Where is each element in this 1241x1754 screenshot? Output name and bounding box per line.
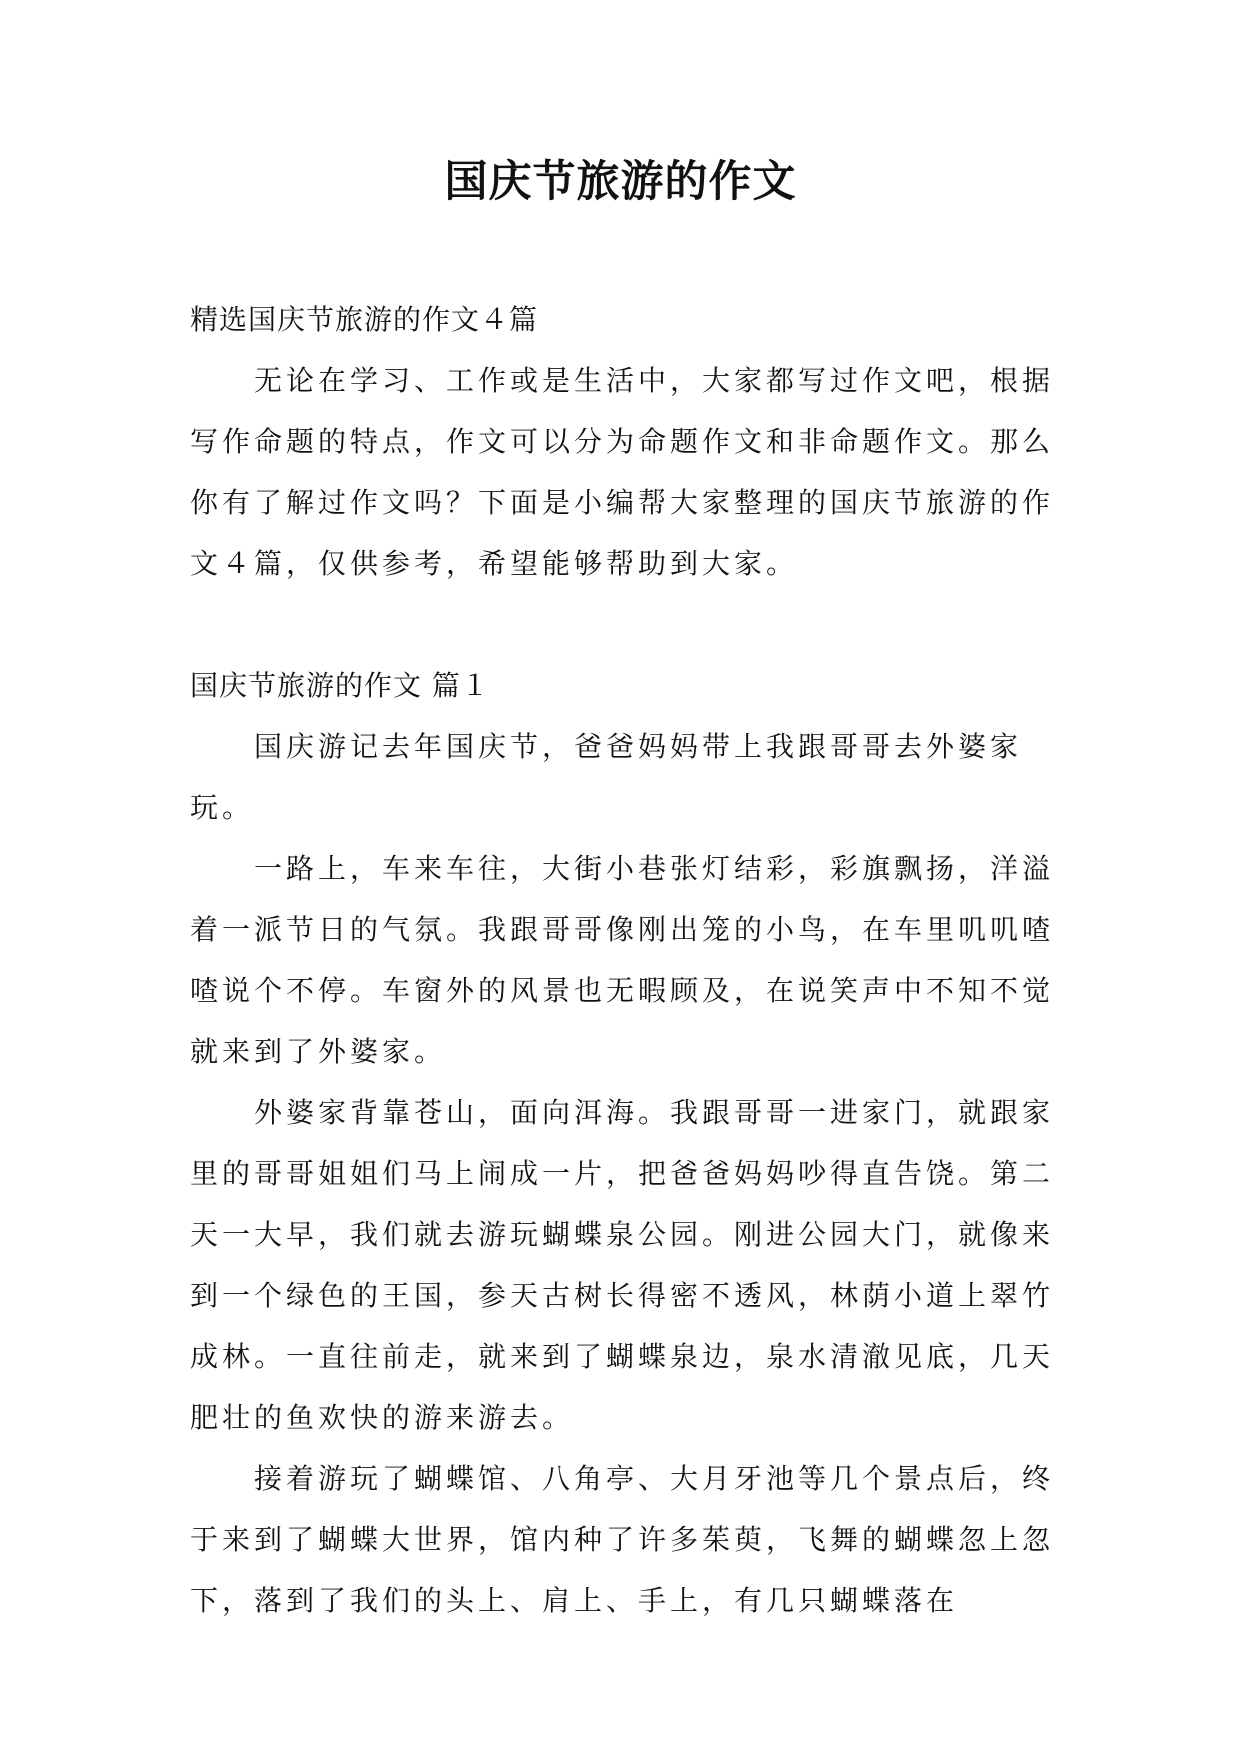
document-subtitle: 精选国庆节旅游的作文４篇 <box>190 303 539 336</box>
body-paragraph: 外婆家背靠苍山，面向洱海。我跟哥哥一进家门，就跟家里的哥哥姐姐们马上闹成一片，把爸爸妈妈吵得直告饶。第二天一大早，我们就去游玩蝴蝶泉公园。刚进公园大门，就像来到一个绿色的王国，参天古树长得密不透风，林荫小道上翠竹成林。一直往前走，就来到了蝴蝶泉边，泉水清澈见底，几天肥壮的鱼欢快的游来游去。 <box>190 1096 1055 1434</box>
body-paragraph: 一路上，车来车往，大街小巷张灯结彩，彩旗飘扬，洋溢着一派节日的气氛。我跟哥哥像刚出笼的小鸟，在车里叽叽喳喳说个不停。车窗外的风景也无暇顾及，在说笑声中不知不觉就来到了外婆家。 <box>190 852 1055 1068</box>
intro-paragraph: 无论在学习、工作或是生活中，大家都写过作文吧，根据写作命题的特点，作文可以分为命题作文和非命题作文。那么你有了解过作文吗？下面是小编帮大家整理的国庆节旅游的作文４篇，仅供参考，希望能够帮助到大家。 <box>190 364 1055 580</box>
section-heading: 国庆节旅游的作文 篇１ <box>190 669 490 702</box>
body-paragraph: 国庆游记去年国庆节，爸爸妈妈带上我跟哥哥去外婆家玩。 <box>190 730 1023 824</box>
document-body <box>190 289 1060 1631</box>
document-title: 国庆节旅游的作文 <box>444 157 797 207</box>
body-paragraph: 接着游玩了蝴蝶馆、八角亭、大月牙池等几个景点后，终于来到了蝴蝶大世界，馆内种了许多茱萸，飞舞的蝴蝶忽上忽下，落到了我们的头上、肩上、手上，有几只蝴蝶落在 <box>190 1462 1055 1617</box>
